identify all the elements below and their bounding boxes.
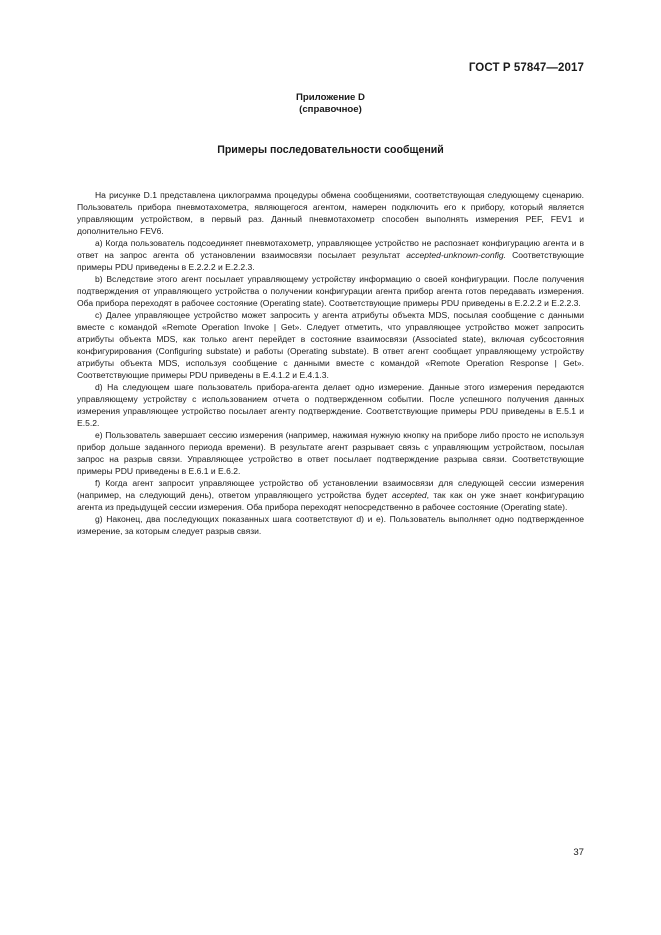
appendix-subtitle: (справочное) xyxy=(299,104,362,115)
section-title: Примеры последовательности сообщений xyxy=(217,144,444,156)
paragraph-f xyxy=(77,477,584,513)
paragraph-f-text-2: , так как он уже знает конфигурацию агента из предыдущей сессии измерения. Оба прибора переходят непосредственно в рабочее состояние (Operating state). xyxy=(77,490,584,512)
paragraph-intro: На рисунке D.1 представлена циклограмма процедуры обмена сообщениями, соответствующая следующему сценарию. Пользователь прибора пневмотахометра, являющегося агентом, намерен подключить его к прибору, который является управляющим устройством, в первый раз. Данный пневмотахометр способен выполнять измерения PEF, FEV1 и дополнительно FEV6. xyxy=(77,190,584,236)
paragraph-f-text-1: f) Когда агент запросит управляющее устройство об установлении взаимосвязи для следующей сессии измерения (например, на следующий день), ответом управляющего устройства будет xyxy=(77,478,584,500)
paragraph-f-emphasis: accepted xyxy=(391,490,427,500)
appendix-title: Приложение D xyxy=(296,92,365,103)
appendix-heading xyxy=(0,92,661,116)
paragraph-c: c) Далее управляющее устройство может запросить у агента атрибуты объекта MDS, посылая сообщение с данными вместе с командой «Remote Operation Invoke | Get». Следует отметить, что управляющее устройство может запросить атрибуты объекта MDS, как только агент перейдет в состояние взаимосвязи (Associated state), включая субсостояния конфигурирования (Configuring substate) и работы (Operating substate). В ответ агент сообщает управляющему устройству атрибуты объекта MDS, используя сообщение с данными вместе с командой «Remote Operation Response | Get». Соответствующие примеры PDU приведены в E.4.1.2 и E.4.1.3. xyxy=(77,310,584,380)
paragraph-g: g) Наконец, два последующих показанных шага соответствуют d) и e). Пользователь выполняет одно подтвержденное измерение, за которым следует разрыв связи. xyxy=(77,514,584,536)
body-text xyxy=(77,189,584,537)
paragraph-d: d) На следующем шаге пользователь прибора-агента делает одно измерение. Данные этого измерения передаются управляющему устройству с использованием отчета о подтвержденном событии. После успешного получения данных измерения управляющее устройство посылает агенту подтверждение. Соответствующие примеры PDU приведены в E.5.1 и E.5.2. xyxy=(77,382,584,428)
paragraph-a-text-2: Соответствующие примеры PDU приведены в E.2.2.2 и E.2.2.3. xyxy=(77,250,584,272)
paragraph-b: b) Вследствие этого агент посылает управляющему устройству информацию о своей конфигурации. После получения подтверждения от управляющего устройства о получении конфигурации агента прибор агента готов передавать измерения. Оба прибора переходят в рабочее состояние (Operating state). Соответствующие примеры PDU приведены в E.2.2.2 и E.2.2.3. xyxy=(77,274,584,308)
paragraph-e: e) Пользователь завершает сессию измерения (например, нажимая нужную кнопку на приборе либо просто не используя прибор дольше заданного периода времени). В результате агент разрывает связь с управляющим устройством, посылая запрос на разрыв связи. Управляющее устройство в ответ посылает подтверждение разрыва связи. Соответствующие примеры PDU приведены в E.6.1 и E.6.2. xyxy=(77,430,584,476)
page-number: 37 xyxy=(573,847,584,858)
standard-identifier: ГОСТ Р 57847—2017 xyxy=(468,62,584,74)
paragraph-a-emphasis: accepted-unknown-config. xyxy=(406,250,507,260)
paragraph-a-text-1: a) Когда пользователь подсоединяет пневмотахометр, управляющее устройство не распознает конфигурацию агента и в ответ на запрос агента об установлении взаимосвязи посылает результат xyxy=(77,238,584,260)
paragraph-a xyxy=(77,237,584,273)
